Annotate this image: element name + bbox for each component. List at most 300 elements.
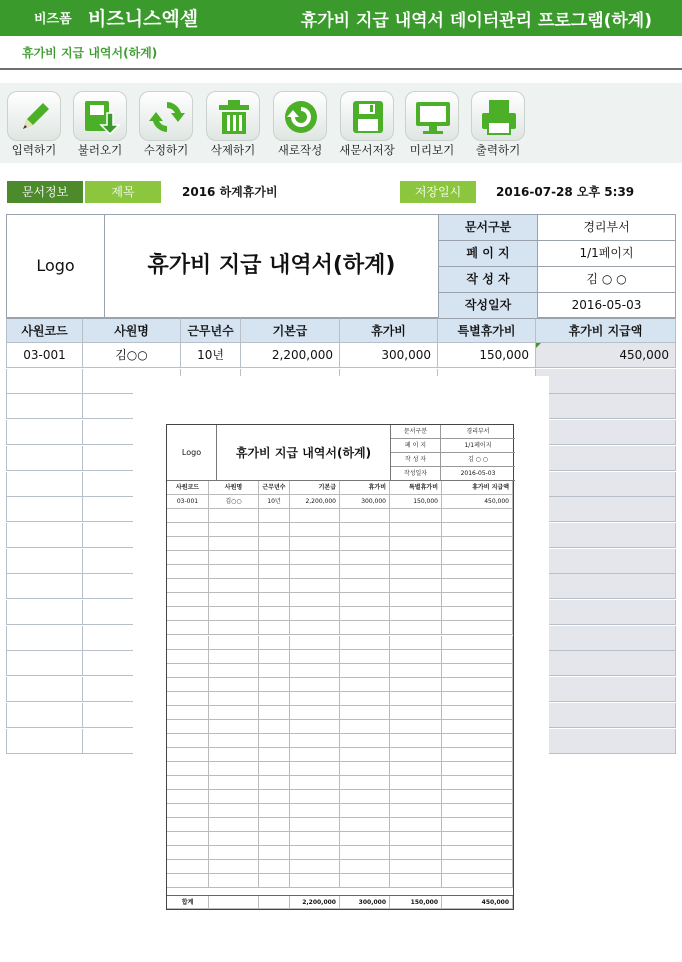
table-cell[interactable] bbox=[536, 549, 676, 574]
preview-row bbox=[167, 874, 513, 888]
save-icon bbox=[340, 91, 394, 141]
title-value[interactable]: 2016 하계휴가비 bbox=[182, 185, 278, 199]
table-cell[interactable] bbox=[536, 394, 676, 419]
preview-cell bbox=[340, 509, 390, 522]
preview-cell bbox=[290, 692, 340, 705]
preview-cell bbox=[442, 860, 513, 873]
table-cell[interactable] bbox=[536, 574, 676, 599]
meta-value[interactable]: 경리부서 bbox=[583, 220, 630, 234]
preview-cell bbox=[340, 874, 390, 887]
preview-row bbox=[167, 621, 513, 635]
column-header: 사원코드 bbox=[6, 318, 83, 343]
preview-row bbox=[167, 636, 513, 650]
preview-cell: 사원코드 bbox=[167, 481, 209, 494]
save-button[interactable] bbox=[334, 87, 400, 161]
brand-small-label: 비즈폼 bbox=[34, 12, 72, 27]
preview-cell bbox=[390, 664, 442, 677]
preview-cell bbox=[259, 874, 290, 887]
preview-sheet bbox=[166, 424, 514, 910]
preview-cell bbox=[442, 818, 513, 831]
preview-cell bbox=[340, 790, 390, 803]
preview-cell bbox=[209, 706, 259, 719]
preview-cell bbox=[167, 692, 209, 705]
preview-meta-key: 페 이 지 bbox=[391, 439, 441, 452]
preview-row bbox=[167, 579, 513, 593]
preview-cell bbox=[209, 650, 259, 663]
save-button-label: 새문서저장 bbox=[339, 143, 395, 157]
table-cell[interactable] bbox=[6, 574, 83, 599]
preview-cell bbox=[442, 720, 513, 733]
table-cell[interactable]: 450,000 bbox=[536, 343, 676, 368]
preview-cell: 근무년수 bbox=[259, 481, 290, 494]
preview-cell bbox=[290, 664, 340, 677]
preview-row bbox=[167, 495, 513, 509]
preview-cell bbox=[340, 593, 390, 606]
table-cell[interactable] bbox=[536, 703, 676, 728]
table-cell[interactable] bbox=[6, 446, 83, 471]
preview-cell bbox=[259, 720, 290, 733]
preview-cell: 휴가비 bbox=[340, 481, 390, 494]
preview-row bbox=[167, 593, 513, 607]
cell-marker bbox=[536, 343, 541, 348]
table-cell[interactable] bbox=[6, 420, 83, 445]
preview-cell bbox=[442, 523, 513, 536]
meta-row-page bbox=[439, 241, 675, 267]
preview-cell bbox=[442, 650, 513, 663]
preview-cell bbox=[442, 706, 513, 719]
preview-row bbox=[167, 537, 513, 551]
preview-cell bbox=[442, 762, 513, 775]
preview-cell bbox=[209, 509, 259, 522]
preview-cell bbox=[390, 579, 442, 592]
preview-cell bbox=[340, 734, 390, 747]
table-cell[interactable]: 150,000 bbox=[438, 343, 536, 368]
preview-cell bbox=[340, 846, 390, 859]
preview-cell bbox=[340, 565, 390, 578]
preview-meta-value: 김 ○ ○ bbox=[467, 456, 489, 463]
preview-meta-row bbox=[391, 467, 515, 481]
preview-cell bbox=[340, 832, 390, 845]
preview-cell: 150,000 bbox=[390, 896, 442, 909]
saved-tag: 저장일시 bbox=[400, 181, 476, 203]
preview-cell: 특별휴가비 bbox=[390, 481, 442, 494]
print-icon bbox=[471, 91, 525, 141]
preview-cell bbox=[209, 748, 259, 761]
preview-cell bbox=[390, 537, 442, 550]
preview-cell bbox=[442, 678, 513, 691]
preview-cell bbox=[340, 748, 390, 761]
preview-cell bbox=[167, 762, 209, 775]
title-tag: 제목 bbox=[85, 181, 161, 203]
preview-cell bbox=[167, 874, 209, 887]
preview-foot-row bbox=[167, 895, 513, 909]
preview-cell bbox=[340, 818, 390, 831]
preview-cell bbox=[290, 537, 340, 550]
preview-row bbox=[167, 551, 513, 565]
preview-cell bbox=[290, 804, 340, 817]
preview-cell bbox=[259, 692, 290, 705]
document-info-bar bbox=[0, 181, 682, 203]
preview-cell bbox=[209, 720, 259, 733]
refresh-icon bbox=[139, 91, 193, 141]
preview-head-row bbox=[167, 481, 513, 495]
table-cell[interactable] bbox=[536, 420, 676, 445]
preview-cell bbox=[259, 748, 290, 761]
preview-cell bbox=[442, 734, 513, 747]
meta-key: 페 이 지 bbox=[439, 241, 538, 266]
preview-cell bbox=[167, 734, 209, 747]
table-cell[interactable]: 김○○ bbox=[83, 343, 181, 368]
brand-logo-text: 비즈니스엑셀 bbox=[88, 8, 199, 30]
preview-meta-key: 문서구분 bbox=[391, 425, 441, 438]
table-cell[interactable]: 2,200,000 bbox=[241, 343, 340, 368]
preview-cell bbox=[209, 762, 259, 775]
preview-cell bbox=[340, 678, 390, 691]
print-button-label: 출력하기 bbox=[475, 143, 521, 157]
preview-cell bbox=[390, 636, 442, 649]
meta-value[interactable]: 2016-05-03 bbox=[571, 298, 642, 312]
load-icon bbox=[73, 91, 127, 141]
preview-cell bbox=[167, 551, 209, 564]
preview-cell bbox=[209, 664, 259, 677]
preview-row bbox=[167, 650, 513, 664]
preview-cell: 기본급 bbox=[290, 481, 340, 494]
new-button-label: 새로작성 bbox=[277, 143, 323, 157]
preview-cell bbox=[340, 706, 390, 719]
edit-button-label: 수정하기 bbox=[143, 143, 189, 157]
preview-cell bbox=[209, 678, 259, 691]
preview-cell bbox=[390, 720, 442, 733]
column-header: 사원명 bbox=[83, 318, 181, 343]
preview-cell bbox=[390, 776, 442, 789]
preview-row bbox=[167, 565, 513, 579]
new-button[interactable] bbox=[267, 87, 333, 161]
table-cell[interactable] bbox=[536, 472, 676, 497]
preview-cell bbox=[259, 523, 290, 536]
preview-cell bbox=[167, 804, 209, 817]
preview-cell bbox=[442, 776, 513, 789]
preview-cell: 450,000 bbox=[442, 896, 513, 909]
column-header: 휴가비 bbox=[340, 318, 438, 343]
preview-cell bbox=[259, 762, 290, 775]
preview-cell bbox=[290, 874, 340, 887]
preview-cell bbox=[209, 636, 259, 649]
preview-cell bbox=[340, 650, 390, 663]
preview-cell bbox=[259, 818, 290, 831]
preview-cell bbox=[259, 551, 290, 564]
preview-cell bbox=[340, 860, 390, 873]
meta-row-date bbox=[439, 293, 675, 319]
preview-cell bbox=[390, 874, 442, 887]
print-button[interactable] bbox=[465, 87, 531, 161]
table-cell[interactable] bbox=[6, 626, 83, 651]
preview-cell bbox=[442, 874, 513, 887]
preview-cell: 300,000 bbox=[340, 495, 390, 508]
preview-row bbox=[167, 860, 513, 874]
preview-cell bbox=[442, 636, 513, 649]
preview-cell bbox=[290, 523, 340, 536]
preview-cell: 2,200,000 bbox=[290, 896, 340, 909]
preview-cell bbox=[390, 607, 442, 620]
delete-button-label: 삭제하기 bbox=[210, 143, 256, 157]
preview-cell bbox=[390, 734, 442, 747]
table-cell[interactable]: 03-001 bbox=[6, 343, 83, 368]
table-cell[interactable] bbox=[536, 369, 676, 394]
preview-cell bbox=[167, 565, 209, 578]
trash-icon bbox=[206, 91, 260, 141]
table-cell[interactable] bbox=[6, 677, 83, 702]
preview-cell bbox=[290, 565, 340, 578]
preview-cell bbox=[290, 636, 340, 649]
table-cell[interactable] bbox=[536, 523, 676, 548]
table-cell[interactable] bbox=[536, 729, 676, 754]
preview-cell bbox=[259, 706, 290, 719]
preview-row bbox=[167, 762, 513, 776]
preview-cell bbox=[340, 762, 390, 775]
preview-cell: 450,000 bbox=[442, 495, 513, 508]
preview-meta-row bbox=[391, 453, 515, 467]
preview-cell bbox=[167, 748, 209, 761]
preview-row bbox=[167, 846, 513, 860]
preview-cell bbox=[167, 790, 209, 803]
preview-cell bbox=[209, 790, 259, 803]
table-cell[interactable] bbox=[6, 703, 83, 728]
preview-cell bbox=[442, 846, 513, 859]
new-icon bbox=[273, 91, 327, 141]
table-cell[interactable] bbox=[536, 446, 676, 471]
preview-cell: 300,000 bbox=[340, 896, 390, 909]
preview-row bbox=[167, 720, 513, 734]
preview-cell bbox=[290, 579, 340, 592]
preview-cell bbox=[442, 565, 513, 578]
preview-cell bbox=[442, 664, 513, 677]
preview-cell bbox=[259, 896, 290, 909]
preview-cell bbox=[442, 537, 513, 550]
preview-cell bbox=[340, 804, 390, 817]
preview-cell bbox=[167, 650, 209, 663]
edit-button[interactable] bbox=[133, 87, 199, 161]
preview-cell bbox=[290, 720, 340, 733]
preview-cell bbox=[209, 579, 259, 592]
preview-cell bbox=[167, 860, 209, 873]
preview-cell bbox=[390, 762, 442, 775]
preview-cell bbox=[290, 509, 340, 522]
table-cell[interactable] bbox=[6, 472, 83, 497]
preview-cell bbox=[340, 692, 390, 705]
preview-meta-value: 2016-05-03 bbox=[460, 470, 496, 477]
print-preview bbox=[133, 376, 549, 962]
column-header: 휴가비 지급액 bbox=[536, 318, 676, 343]
preview-cell: 150,000 bbox=[390, 495, 442, 508]
logo-cell: Logo bbox=[7, 215, 105, 317]
preview-row bbox=[167, 607, 513, 621]
preview-row bbox=[167, 509, 513, 523]
preview-cell bbox=[259, 860, 290, 873]
preview-cell bbox=[209, 607, 259, 620]
preview-cell bbox=[390, 565, 442, 578]
table-cell[interactable] bbox=[6, 523, 83, 548]
document-title: 휴가비 지급 내역서(하계) bbox=[105, 215, 439, 317]
preview-cell bbox=[167, 579, 209, 592]
table-cell[interactable] bbox=[536, 626, 676, 651]
preview-cell bbox=[290, 593, 340, 606]
preview-row bbox=[167, 706, 513, 720]
preview-cell bbox=[442, 509, 513, 522]
table-cell[interactable] bbox=[6, 394, 83, 419]
preview-cell bbox=[290, 818, 340, 831]
preview-cell bbox=[259, 607, 290, 620]
preview-row bbox=[167, 790, 513, 804]
preview-cell bbox=[340, 537, 390, 550]
preview-cell bbox=[259, 846, 290, 859]
table-cell[interactable] bbox=[6, 600, 83, 625]
meta-value[interactable]: 1/1페이지 bbox=[579, 246, 634, 260]
preview-cell bbox=[167, 678, 209, 691]
table-cell[interactable] bbox=[536, 677, 676, 702]
table-cell[interactable] bbox=[536, 600, 676, 625]
preview-cell bbox=[259, 804, 290, 817]
preview-cell bbox=[209, 860, 259, 873]
preview-cell bbox=[442, 692, 513, 705]
preview-cell bbox=[167, 720, 209, 733]
preview-cell bbox=[209, 523, 259, 536]
preview-meta-row bbox=[391, 425, 515, 439]
preview-cell: 합계 bbox=[167, 896, 209, 909]
load-button[interactable] bbox=[67, 87, 133, 161]
preview-logo: Logo bbox=[167, 425, 217, 481]
table-header-row bbox=[6, 318, 676, 343]
preview-cell bbox=[390, 593, 442, 606]
preview-cell bbox=[167, 636, 209, 649]
preview-cell bbox=[340, 636, 390, 649]
preview-cell bbox=[167, 593, 209, 606]
table-cell[interactable] bbox=[6, 497, 83, 522]
preview-row bbox=[167, 776, 513, 790]
preview-cell: 사원명 bbox=[209, 481, 259, 494]
meta-row-category bbox=[439, 215, 675, 241]
meta-value[interactable]: 김 ○ ○ bbox=[586, 272, 627, 286]
preview-cell bbox=[290, 748, 340, 761]
meta-key: 작성일자 bbox=[439, 293, 538, 318]
document-header bbox=[6, 214, 676, 318]
preview-cell bbox=[209, 692, 259, 705]
preview-cell bbox=[209, 776, 259, 789]
preview-cell bbox=[167, 537, 209, 550]
preview-cell bbox=[209, 734, 259, 747]
preview-cell bbox=[442, 593, 513, 606]
preview-cell bbox=[167, 818, 209, 831]
preview-cell bbox=[442, 748, 513, 761]
input-button[interactable] bbox=[1, 87, 67, 161]
delete-button[interactable] bbox=[200, 87, 266, 161]
preview-cell bbox=[340, 551, 390, 564]
table-cell[interactable] bbox=[6, 369, 83, 394]
preview-button-label: 미리보기 bbox=[409, 143, 455, 157]
preview-cell bbox=[167, 846, 209, 859]
preview-meta-key: 작성일자 bbox=[391, 467, 441, 480]
preview-cell bbox=[290, 678, 340, 691]
column-header: 기본급 bbox=[241, 318, 340, 343]
preview-cell bbox=[167, 664, 209, 677]
preview-cell bbox=[209, 818, 259, 831]
preview-cell bbox=[259, 678, 290, 691]
preview-cell bbox=[167, 776, 209, 789]
preview-row bbox=[167, 523, 513, 537]
preview-cell bbox=[290, 607, 340, 620]
preview-cell bbox=[390, 804, 442, 817]
preview-cell bbox=[390, 678, 442, 691]
preview-cell bbox=[209, 537, 259, 550]
preview-title: 휴가비 지급 내역서(하계) bbox=[217, 425, 391, 481]
monitor-icon bbox=[405, 91, 459, 141]
preview-cell bbox=[167, 523, 209, 536]
top-bar bbox=[0, 0, 682, 36]
preview-cell bbox=[209, 846, 259, 859]
preview-meta-row bbox=[391, 439, 515, 453]
preview-cell bbox=[340, 607, 390, 620]
preview-cell bbox=[390, 790, 442, 803]
preview-cell bbox=[390, 692, 442, 705]
meta-key: 문서구분 bbox=[439, 215, 538, 240]
preview-cell bbox=[167, 832, 209, 845]
table-cell[interactable]: 300,000 bbox=[340, 343, 438, 368]
preview-cell bbox=[167, 509, 209, 522]
app-title: 휴가비 지급 내역서 데이터관리 프로그램(하계) bbox=[300, 11, 652, 31]
preview-cell bbox=[290, 860, 340, 873]
preview-cell bbox=[390, 748, 442, 761]
page-subtitle: 휴가비 지급 내역서(하계) bbox=[22, 46, 158, 60]
preview-cell bbox=[259, 593, 290, 606]
divider bbox=[0, 68, 682, 70]
preview-cell bbox=[259, 776, 290, 789]
preview-cell bbox=[290, 776, 340, 789]
preview-cell bbox=[290, 762, 340, 775]
preview-cell bbox=[390, 523, 442, 536]
preview-row bbox=[167, 678, 513, 692]
table-cell[interactable] bbox=[6, 729, 83, 754]
table-cell[interactable]: 10년 bbox=[181, 343, 241, 368]
load-button-label: 불러오기 bbox=[77, 143, 123, 157]
preview-cell bbox=[167, 607, 209, 620]
preview-cell bbox=[442, 579, 513, 592]
input-button-label: 입력하기 bbox=[11, 143, 57, 157]
preview-cell bbox=[209, 832, 259, 845]
preview-cell: 03-001 bbox=[167, 495, 209, 508]
preview-cell bbox=[390, 706, 442, 719]
meta-key: 작 성 자 bbox=[439, 267, 538, 292]
preview-row bbox=[167, 804, 513, 818]
column-header: 특별휴가비 bbox=[438, 318, 536, 343]
meta-row-author bbox=[439, 267, 675, 293]
table-cell[interactable] bbox=[536, 497, 676, 522]
preview-button[interactable] bbox=[399, 87, 465, 161]
preview-cell bbox=[209, 804, 259, 817]
preview-cell bbox=[209, 621, 259, 634]
preview-cell bbox=[390, 818, 442, 831]
preview-cell bbox=[442, 804, 513, 817]
preview-cell bbox=[259, 579, 290, 592]
preview-cell: 2,200,000 bbox=[290, 495, 340, 508]
preview-row bbox=[167, 692, 513, 706]
table-cell[interactable] bbox=[6, 549, 83, 574]
preview-cell bbox=[259, 537, 290, 550]
preview-cell bbox=[259, 636, 290, 649]
table-cell[interactable] bbox=[6, 651, 83, 676]
preview-cell: 10년 bbox=[259, 495, 290, 508]
preview-cell bbox=[259, 832, 290, 845]
preview-cell bbox=[290, 790, 340, 803]
table-cell[interactable] bbox=[536, 651, 676, 676]
